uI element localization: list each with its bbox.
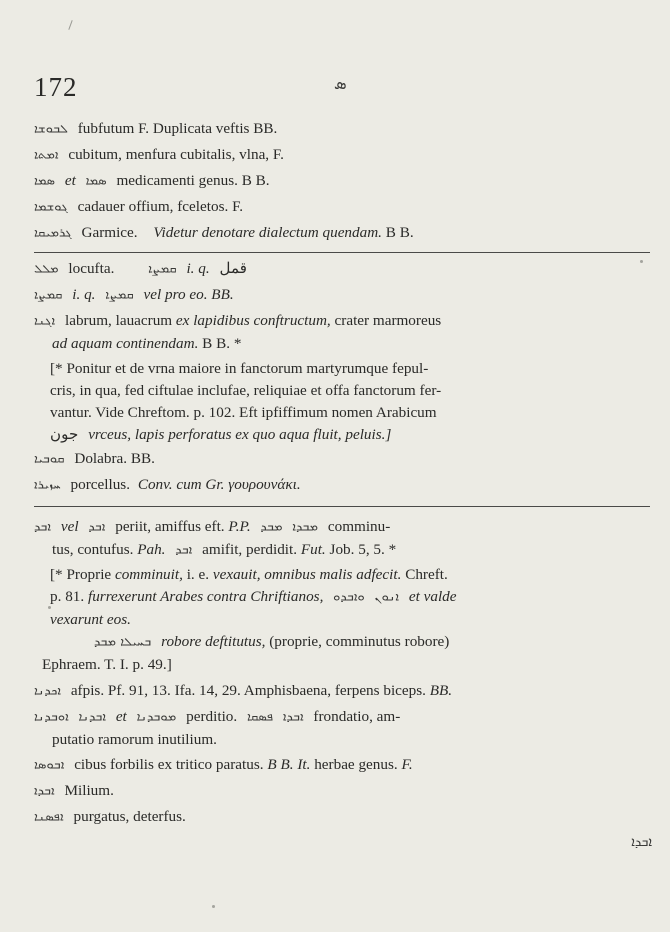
entry-text: medicamenti genus. B B. xyxy=(116,172,270,189)
speck xyxy=(48,606,51,609)
syriac-word: ܐܘܒܕܢܐ xyxy=(34,711,69,724)
entry-text-end: comminu- xyxy=(327,518,391,535)
running-head: ܣ xyxy=(334,76,347,93)
entry-2 xyxy=(34,144,656,167)
note-italic: vexauit, omnibus malis adfecit. xyxy=(212,566,402,583)
page-header xyxy=(34,72,644,108)
entry-6 xyxy=(34,258,656,281)
note-text: Chreft. xyxy=(405,566,448,583)
entry-italic: BB. xyxy=(429,682,453,699)
entry-italic: ex lapidibus conftructum, xyxy=(175,312,331,329)
entry-text: amifit, perdidit. xyxy=(202,541,298,558)
note-line: cris, in qua, fed ciftulae inclufae, reliquiae et offa fanctorum fer- xyxy=(50,382,442,399)
syriac-word: ܩܡܨܐ xyxy=(105,289,134,302)
entry-text: tus, contufus. xyxy=(52,541,134,558)
entry-text: vel pro eo. BB. xyxy=(143,286,234,303)
entry-italic: It. xyxy=(297,756,311,773)
entry-9 xyxy=(34,448,656,471)
entry-10 xyxy=(34,474,656,497)
entry-text: Milium. xyxy=(64,782,114,799)
syriac-word: ܡܒܕܐ xyxy=(292,521,319,534)
note-text: i. e. xyxy=(186,566,210,583)
syriac-word: ܐܢܘܢ xyxy=(374,591,400,604)
syriac-word: ܚܙܝܪܐ xyxy=(34,479,61,492)
entry-text: cubitum, menfura cubitalis, vlna, F. xyxy=(68,146,284,163)
note-text: [* Proprie xyxy=(50,566,112,583)
syriac-word: ܐܒܕܐ xyxy=(34,785,55,798)
syriac-word: ܐܒܕܐ xyxy=(282,711,304,724)
entry-text: labrum, lauacrum xyxy=(65,312,173,329)
arabic-word: جون xyxy=(50,426,79,443)
section-divider xyxy=(34,252,650,253)
syriac-word: ܓܪܡܝܩܐ xyxy=(34,227,72,240)
entry-text: afpis. Pf. 91, 13. Ifa. 14, 29. Amphisbaena, ferpens biceps. xyxy=(70,682,426,699)
entry-text: perditio. xyxy=(186,708,238,725)
entry-11 xyxy=(34,516,656,562)
page-number: 172 xyxy=(34,72,78,102)
entry-italic: P.P. xyxy=(228,518,251,535)
syriac-word: ܩܘܒܝܐ xyxy=(34,453,65,466)
entry-12 xyxy=(34,680,656,703)
entry-italic: Conv. cum Gr. xyxy=(137,476,225,493)
entry-text: herbae genus. xyxy=(314,756,398,773)
syriac-word: ܐܒܕ xyxy=(175,544,193,557)
entry-text: periit, amiffus eft. xyxy=(115,518,225,535)
syriac-word: ܐܒܕ xyxy=(34,521,52,534)
syriac-word: ܦܣܩܐ xyxy=(246,711,274,724)
note-line: vantur. Vide Chreftom. p. 102. Eft ipfiffimum nomen Arabicum xyxy=(50,404,437,421)
syriac-word: ܐܒܕܢܐ xyxy=(78,711,107,724)
entry-text-end: Job. 5, 5. * xyxy=(329,541,397,558)
entry-italic: i. q. xyxy=(72,286,96,303)
note-text: Ephraem. T. I. p. 49.] xyxy=(42,656,172,673)
speck xyxy=(212,905,215,908)
entry-3 xyxy=(34,170,656,193)
entry-text-2: crater marmoreus xyxy=(334,312,442,329)
syriac-word: ܩܡܨܐ xyxy=(148,263,177,276)
entry-13 xyxy=(34,706,656,751)
scratch-mark xyxy=(68,20,72,30)
note-italic: furrexerunt Arabes contra Chriftianos, xyxy=(87,588,324,605)
entry-15 xyxy=(34,780,656,803)
syriac-word: ܡܠܠ xyxy=(34,263,59,276)
entry-text: cadauer offium, fceletos. F. xyxy=(77,198,244,215)
note-2 xyxy=(34,564,656,676)
section-divider xyxy=(34,506,650,507)
greek-word: γουρουνάκι. xyxy=(228,476,301,493)
entry-text-line2: putatio ramorum inutilium. xyxy=(52,731,217,748)
entry-italic-line2: ad aquam continendam. xyxy=(52,335,199,352)
entry-8 xyxy=(34,310,656,355)
syriac-word: ܡܒܕ xyxy=(260,521,283,534)
entry-14 xyxy=(34,754,656,777)
entry-italic: et xyxy=(64,172,76,189)
syriac-word: ܣܡܐ xyxy=(85,175,107,188)
arabic-word: قمل xyxy=(219,260,247,277)
syriac-word: ܐܒܘܣܐ xyxy=(34,759,65,772)
note-italic: comminuit, xyxy=(114,566,183,583)
entry-1 xyxy=(34,118,656,141)
note-1 xyxy=(34,358,656,446)
syriac-word: ܐܟܕܢܐ xyxy=(34,685,62,698)
entry-4 xyxy=(34,196,656,219)
syriac-word: ܡܘܒܕܢܐ xyxy=(136,711,177,724)
entry-italic: et xyxy=(115,708,127,725)
entry-text-line2: B B. * xyxy=(202,335,242,352)
syriac-word: ܩܡܨܐ xyxy=(34,289,63,302)
speck xyxy=(640,260,643,263)
syriac-word: ܐܒܕ xyxy=(88,521,106,534)
entry-text: fubfutum F. Duplicata veftis BB. xyxy=(77,120,278,137)
catchword: ܐܒܕܐ xyxy=(631,835,652,850)
entry-text: purgatus, deterfus. xyxy=(73,808,186,825)
entry-text: Garmice. xyxy=(81,224,138,241)
note-italic: robore deftitutus, xyxy=(161,633,266,650)
note-line: [* Ponitur et de vrna maiore in fanctorum martyrumque fepul- xyxy=(50,360,429,377)
syriac-word: ܣܡܐ xyxy=(34,175,56,188)
entry-italic: F. xyxy=(401,756,413,773)
entry-text: Dolabra. BB. xyxy=(74,450,155,467)
entry-text-end: B B. xyxy=(385,224,414,241)
entry-16 xyxy=(34,806,656,829)
syriac-word: ܓܘܫܡܐ xyxy=(34,201,68,214)
syriac-word: ܐܡܬܐ xyxy=(34,149,59,162)
entry-italic: Fut. xyxy=(300,541,326,558)
note-text: (proprie, comminutus robore) xyxy=(269,633,450,650)
syriac-word: ܒܚܝܠܐ ܡܒܕ xyxy=(94,636,152,649)
entry-italic: i. q. xyxy=(186,260,210,277)
entry-text: locufta. xyxy=(68,260,115,277)
note-italic: et valde xyxy=(408,588,457,605)
entry-text-end: frondatio, am- xyxy=(313,708,401,725)
entry-text: cibus forbilis ex tritico paratus. xyxy=(74,756,264,773)
syriac-word: ܐܓܢܐ xyxy=(34,315,56,328)
note-italic: vexarunt eos. xyxy=(50,611,131,628)
entry-italic: Videtur denotare dialectum quendam. xyxy=(153,224,382,241)
syriac-word: ܐܦܣܢܐ xyxy=(34,811,64,824)
entry-italic: B B. xyxy=(267,756,294,773)
entry-7 xyxy=(34,284,656,307)
entry-text: porcellus. xyxy=(70,476,131,493)
entry-5 xyxy=(34,222,656,245)
entry-italic: Pah. xyxy=(137,541,166,558)
syriac-word: ܠܒܘܫܐ xyxy=(34,123,68,136)
note-line: vrceus, lapis perforatus ex quo aqua fluit, peluis.] xyxy=(88,426,392,443)
entry-italic: vel xyxy=(60,518,79,535)
note-text: p. 81. xyxy=(50,588,85,605)
syriac-word: ܘܐܒܕܘ xyxy=(333,591,365,604)
